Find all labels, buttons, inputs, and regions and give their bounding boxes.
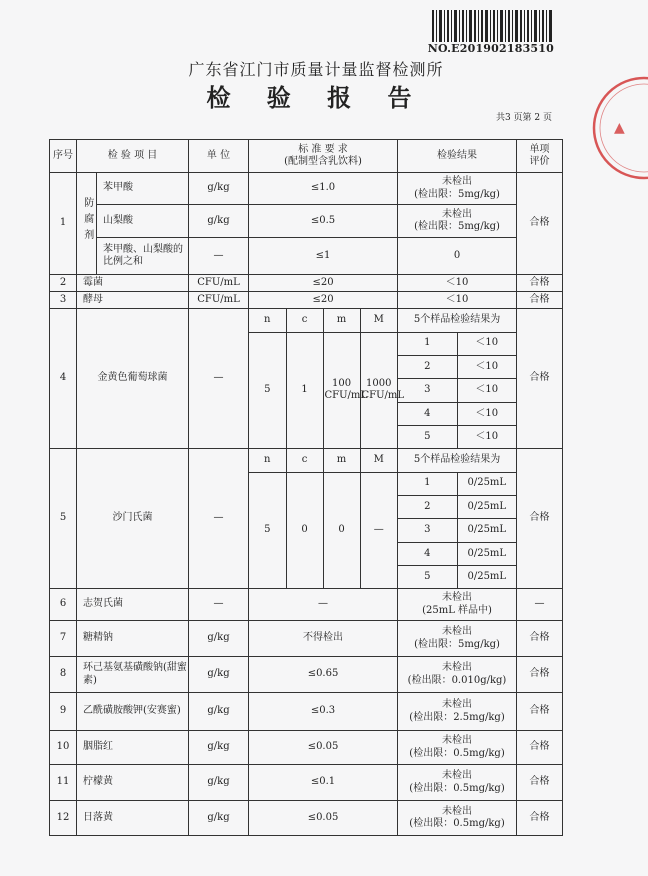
table-row xyxy=(50,238,563,275)
row9-eval: 合格 xyxy=(517,693,563,731)
row1-sub2-std: ≤0.5 xyxy=(249,205,398,238)
row5-seq: 5 xyxy=(50,449,77,589)
row1-sub1-std: ≤1.0 xyxy=(249,173,398,205)
row2-eval: 合格 xyxy=(517,275,563,292)
row12-result xyxy=(398,801,517,836)
row4-plan-v-n: 5 xyxy=(249,332,286,448)
row1-sub1-result xyxy=(398,173,517,205)
row3-unit: CFU/mL xyxy=(189,292,249,309)
row10-result1: 未检出 xyxy=(442,735,473,746)
row10-result xyxy=(398,731,517,765)
row5-sample-val: 0/25mL xyxy=(457,565,516,588)
header-standard-line2: (配制型含乳饮料) xyxy=(284,156,362,167)
row7-result2: (检出限：5mg/kg) xyxy=(414,638,500,650)
row7-std: 不得检出 xyxy=(249,621,398,657)
row11-unit: g/kg xyxy=(189,765,249,801)
row12-seq: 12 xyxy=(50,801,77,836)
row3-item: 酵母 xyxy=(77,292,189,309)
row1-sub2-result xyxy=(398,205,517,238)
report-number: NO.E201902183510 xyxy=(427,42,554,55)
row12-item: 日落黄 xyxy=(77,801,189,836)
row1-seq: 1 xyxy=(50,173,77,275)
header-eval-line2: 评价 xyxy=(529,156,550,167)
row12-unit: g/kg xyxy=(189,801,249,836)
row9-result1: 未检出 xyxy=(442,699,473,710)
row11-result xyxy=(398,765,517,801)
organization-name: 广东省江门市质量计量监督检测所 xyxy=(188,60,444,79)
header-result: 检验结果 xyxy=(398,140,517,173)
row7-item: 糖精钠 xyxy=(77,621,189,657)
official-seal xyxy=(588,72,648,184)
table-row xyxy=(50,657,563,693)
table-row xyxy=(50,765,563,801)
row5-plan-h-M: M xyxy=(360,449,397,472)
row4-samples-table xyxy=(398,309,516,448)
row8-result1: 未检出 xyxy=(442,662,473,673)
row1-sub3-unit: — xyxy=(189,238,249,275)
row5-plan-v-m: 0 xyxy=(323,472,360,588)
row7-seq: 7 xyxy=(50,621,77,657)
row1-sub1-result2: (检出限：5mg/kg) xyxy=(414,188,500,200)
row4-samples xyxy=(398,309,517,449)
row1-eval: 合格 xyxy=(517,173,563,275)
row2-result: ＜10 xyxy=(398,275,517,292)
row4-unit: — xyxy=(189,309,249,449)
row3-result: ＜10 xyxy=(398,292,517,309)
row9-seq: 9 xyxy=(50,693,77,731)
row1-sub3-result: 0 xyxy=(398,238,517,275)
row1-sub1-unit: g/kg xyxy=(189,173,249,205)
row1-sub2-unit: g/kg xyxy=(189,205,249,238)
table-header-row xyxy=(50,140,563,173)
row7-result xyxy=(398,621,517,657)
row12-std: ≤0.05 xyxy=(249,801,398,836)
barcode xyxy=(432,10,552,42)
row1-sub2-result2: (检出限：5mg/kg) xyxy=(414,221,500,232)
svg-text:▲: ▲ xyxy=(614,120,625,136)
row5-samples-table xyxy=(398,449,516,588)
table-row xyxy=(50,621,563,657)
row5-unit: — xyxy=(189,449,249,589)
row4-samples-title: 5个样品检验结果为 xyxy=(398,309,516,332)
row9-result xyxy=(398,693,517,731)
report-title: 检 验 报 告 xyxy=(206,83,426,112)
table-row xyxy=(50,589,563,621)
row4-sample-no: 5 xyxy=(398,425,457,448)
row10-seq: 10 xyxy=(50,731,77,765)
row9-result2: (检出限：2.5mg/kg) xyxy=(409,711,505,723)
row10-unit: g/kg xyxy=(189,731,249,765)
row2-seq: 2 xyxy=(50,275,77,292)
row4-eval: 合格 xyxy=(517,309,563,449)
row4-sample-val: ＜10 xyxy=(457,425,516,448)
row1-group-label: 防腐剂 xyxy=(81,197,93,246)
row10-item: 胭脂红 xyxy=(77,731,189,765)
table-row xyxy=(50,731,563,765)
row5-sample-val: 0/25mL xyxy=(457,472,516,495)
row4-plan-h-m: m xyxy=(323,309,360,332)
row4-plan-v-c: 1 xyxy=(286,332,323,448)
row5-item: 沙门氏菌 xyxy=(77,449,189,589)
row11-item: 柠檬黄 xyxy=(77,765,189,801)
row8-eval: 合格 xyxy=(517,657,563,693)
row3-seq: 3 xyxy=(50,292,77,309)
row1-group xyxy=(77,173,97,275)
row5-samples-title: 5个样品检验结果为 xyxy=(398,449,516,472)
table-row xyxy=(50,292,563,309)
row5-plan-v-c: 0 xyxy=(286,472,323,588)
row8-result2: (检出限：0.010g/kg) xyxy=(407,674,507,686)
row5-sample-no: 5 xyxy=(398,565,457,588)
row1-sub1-result1: 未检出 xyxy=(442,176,473,187)
row5-plan-h-n: n xyxy=(249,449,286,472)
row5-plan-table xyxy=(249,449,397,588)
row1-sub1-item: 苯甲酸 xyxy=(97,173,189,205)
row6-seq: 6 xyxy=(50,589,77,621)
row4-sample-no: 3 xyxy=(398,379,457,402)
table-row xyxy=(50,173,563,205)
row6-result2: (25mL 样品中) xyxy=(422,604,492,616)
row2-item: 霉菌 xyxy=(77,275,189,292)
row7-unit: g/kg xyxy=(189,621,249,657)
row10-std: ≤0.05 xyxy=(249,731,398,765)
page-info: 共3 页第 2 页 xyxy=(495,113,552,123)
row11-result2: (检出限：0.5mg/kg) xyxy=(409,782,505,794)
row5-sample-val: 0/25mL xyxy=(457,495,516,518)
row5-plan-h-m: m xyxy=(323,449,360,472)
row5-plan xyxy=(249,449,398,589)
header-eval-line1: 单项 xyxy=(529,143,550,155)
row11-std: ≤0.1 xyxy=(249,765,398,801)
row8-unit: g/kg xyxy=(189,657,249,693)
row9-unit: g/kg xyxy=(189,693,249,731)
table-row xyxy=(50,205,563,238)
row1-sub2-result1: 未检出 xyxy=(442,208,473,220)
row11-result1: 未检出 xyxy=(442,770,473,781)
row11-seq: 11 xyxy=(50,765,77,801)
row8-seq: 8 xyxy=(50,657,77,693)
row12-eval: 合格 xyxy=(517,801,563,836)
row4-sample-val: ＜10 xyxy=(457,332,516,355)
row11-eval: 合格 xyxy=(517,765,563,801)
row4-sample-val: ＜10 xyxy=(457,402,516,425)
header-eval xyxy=(517,140,563,173)
row5-sample-no: 4 xyxy=(398,542,457,565)
row8-result xyxy=(398,657,517,693)
header-standard xyxy=(249,140,398,173)
row2-unit: CFU/mL xyxy=(189,275,249,292)
table-row xyxy=(50,449,563,589)
row6-unit: — xyxy=(189,589,249,621)
row4-plan-h-M: M xyxy=(360,309,397,332)
table-row xyxy=(50,275,563,292)
inspection-table xyxy=(49,139,563,836)
row10-result2: (检出限：0.5mg/kg) xyxy=(409,747,505,759)
row6-result xyxy=(398,589,517,621)
row4-sample-no: 2 xyxy=(398,355,457,378)
row3-std: ≤20 xyxy=(249,292,398,309)
header-unit: 单 位 xyxy=(189,140,249,173)
row4-plan-v-M: 1000 CFU/mL xyxy=(360,332,397,448)
row4-sample-val: ＜10 xyxy=(457,379,516,402)
row8-std: ≤0.65 xyxy=(249,657,398,693)
row4-seq: 4 xyxy=(50,309,77,449)
row1-sub2-item: 山梨酸 xyxy=(97,205,189,238)
row4-sample-no: 1 xyxy=(398,332,457,355)
row7-eval: 合格 xyxy=(517,621,563,657)
row4-sample-val: ＜10 xyxy=(457,355,516,378)
row12-result2: (检出限：0.5mg/kg) xyxy=(409,818,505,829)
row4-plan-table xyxy=(249,309,405,448)
row9-item: 乙酰磺胺酸钾(安赛蜜) xyxy=(77,693,189,731)
row4-plan-h-n: n xyxy=(249,309,286,332)
row5-sample-no: 3 xyxy=(398,519,457,542)
row6-eval: — xyxy=(517,589,563,621)
row9-std: ≤0.3 xyxy=(249,693,398,731)
row5-sample-val: 0/25mL xyxy=(457,542,516,565)
row1-sub3-item: 苯甲酸、山梨酸的比例之和 xyxy=(97,238,189,275)
header-item: 检 验 项 目 xyxy=(77,140,189,173)
row1-sub3-std: ≤1 xyxy=(249,238,398,275)
row6-item: 志贺氏菌 xyxy=(77,589,189,621)
row4-plan-v-m: 100 CFU/mL xyxy=(323,332,360,448)
row2-std: ≤20 xyxy=(249,275,398,292)
row4-plan-h-c: c xyxy=(286,309,323,332)
row5-samples xyxy=(398,449,517,589)
row4-plan xyxy=(249,309,405,449)
row5-sample-val: 0/25mL xyxy=(457,519,516,542)
row12-result1: 未检出 xyxy=(442,805,473,817)
row5-plan-v-n: 5 xyxy=(249,472,286,588)
header-standard-line1: 标 准 要 求 xyxy=(298,143,348,155)
row5-plan-v-M: — xyxy=(360,472,397,588)
table-row xyxy=(50,801,563,836)
row5-eval: 合格 xyxy=(517,449,563,589)
row6-std: — xyxy=(249,589,398,621)
row3-eval: 合格 xyxy=(517,292,563,309)
row5-plan-h-c: c xyxy=(286,449,323,472)
row8-item: 环己基氨基磺酸钠(甜蜜素) xyxy=(77,657,189,693)
row6-result1: 未检出 xyxy=(442,592,473,603)
row4-sample-no: 4 xyxy=(398,402,457,425)
table-row xyxy=(50,309,563,449)
row5-sample-no: 2 xyxy=(398,495,457,518)
row7-result1: 未检出 xyxy=(442,626,473,637)
row5-sample-no: 1 xyxy=(398,472,457,495)
table-row xyxy=(50,693,563,731)
header-seq: 序号 xyxy=(50,140,77,173)
row4-item: 金黄色葡萄球菌 xyxy=(77,309,189,449)
row10-eval: 合格 xyxy=(517,731,563,765)
